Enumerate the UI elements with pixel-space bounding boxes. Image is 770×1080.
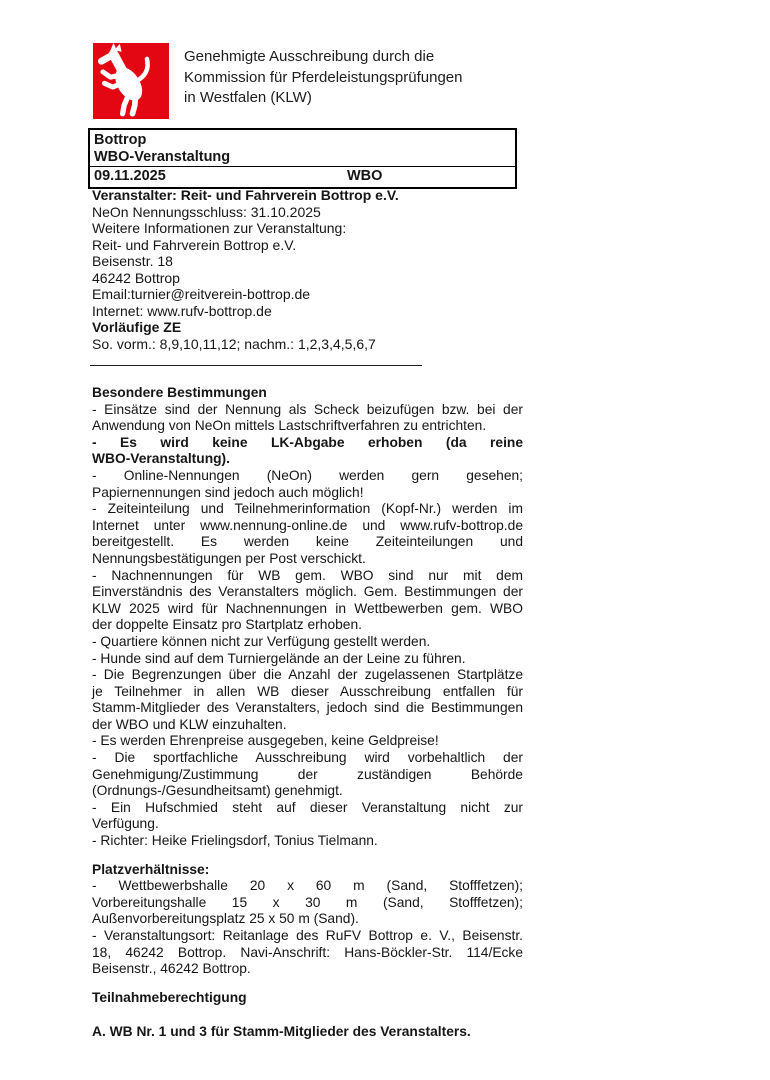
text-line: Vorbereitungshalle 15 x 30 m (Sand, Stofffetzen); [92,894,523,910]
organizer-city: 46242 Bottrop [92,269,180,286]
westfalen-horse-logo [93,43,169,119]
text-line: - Quartiere können nicht zur Verfügung gestellt werden. [92,633,431,649]
text-line: Einverständnis des Veranstalters möglich. Gem. Bestimmungen der [92,584,523,600]
text-line: - Online-Nennungen (NeOn) werden gern gesehen; [92,467,523,483]
text-line: Internet unter www.nennung-online.de und www.rufv-bottrop.de [92,517,523,533]
text-line: Stamm-Mitglieder des Veranstalters, jedoch sind die Bestimmungen [92,700,523,716]
entry-deadline: NeOn Nennungsschluss: 31.10.2025 [92,203,321,220]
bullet-paragraph [92,667,523,733]
text-line: Papiernennungen sind jedoch auch möglich! [92,484,364,500]
separator-line [90,365,422,366]
more-info-label: Weitere Informationen zur Veranstaltung: [92,220,347,236]
approval-line: in Westfalen (KLW) [184,89,312,106]
organizer-website: Internet: www.rufv-bottrop.de [92,302,272,319]
text-line: Anwendung von NeOn mittels Lastschriftverfahren zu entrichten. [92,418,487,434]
bullet-paragraph [92,568,523,634]
text-line: - Wettbewerbshalle 20 x 60 m (Sand, Stofffetzen); [92,878,523,894]
organizer-street: Beisenstr. 18 [92,253,173,269]
bullet-paragraph [92,750,523,800]
text-line: Beisenstr., 46242 Bottrop. [92,961,251,977]
text-line: - Es werden Ehrenpreise ausgegeben, keine Geldpreise! [92,733,439,749]
text-line: der doppelte Einsatz pro Startplatz erhoben. [92,617,362,633]
text-line: WBO-Veranstaltung). [92,451,230,467]
text-line: - Zeiteinteilung und Teilnehmerinformation (Kopf-Nr.) werden im [92,501,523,517]
ze-schedule: So. vorm.: 8,9,10,11,12; nachm.: 1,2,3,4,5,6,7 [92,335,376,352]
platz-heading: Platzverhältnisse: [92,861,210,877]
bullet-paragraph [92,435,523,468]
text-line: - Ein Hufschmied steht auf dieser Veranstaltung nicht zur [92,799,523,815]
text-line: - Hunde sind auf dem Turniergelände an der Leine zu führen. [92,650,466,666]
event-tag: WBO [347,168,383,184]
event-box-upper-row [90,130,515,167]
bullet-paragraph [92,878,523,928]
text-line: je Teilnehmer in allen WB dieser Ausschreibung entfallen für [92,683,523,699]
text-line: - Veranstaltungsort: Reitanlage des RuFV Bottrop e. V., Beisenstr. [92,928,523,943]
organizer-block [92,187,523,352]
approval-line: Kommission für Pferdeleistungsprüfungen [184,68,463,86]
bullet-paragraph [92,928,523,978]
text-line: Außenvorbereitungsplatz 25 x 50 m (Sand). [92,911,359,927]
bullet-paragraph [92,800,523,833]
text-line: - Richter: Heike Frielingsdorf, Tonius Tielmann. [92,833,378,849]
event-date: 09.11.2025 [94,168,166,184]
text-line: Nennungsbestätigungen per Post verschickt. [92,550,366,566]
text-line: der WBO und KLW einzuhalten. [92,716,287,732]
text-line: (Ordnungs-/Gesundheitsamt) genehmigt. [92,783,343,799]
text-line: 18, 46242 Bottrop. Navi-Anschrift: Hans-Böckler-Str. 114/Ecke [92,944,523,960]
event-info-box [88,128,517,189]
text-line: - Nachnennungen für WB gem. WBO sind nur mit dem [92,567,523,583]
approval-line: Genehmigte Ausschreibung durch die [184,48,435,65]
teilnahme-heading: Teilnahmeberechtigung [92,989,247,1005]
besondere-heading: Besondere Bestimmungen [92,385,267,400]
text-line: - Es wird keine LK-Abgabe erhoben (da reine [92,434,523,450]
document-body [92,385,523,1041]
text-line: KLW 2025 wird für Nachnennungen in Wettbewerben gem. WBO [92,600,523,616]
ze-heading: Vorläufige ZE [92,319,182,335]
event-type: WBO-Veranstaltung [94,149,231,165]
text-line: - Die Begrenzungen über die Anzahl der zugelassenen Startplätze [92,667,523,683]
bullet-paragraph [92,651,523,668]
text-line: Genehmigung/Zustimmung der zuständigen Behörde [92,766,523,782]
bullet-paragraph [92,634,523,651]
organizer-email: Email:turnier@reitverein-bottrop.de [92,286,311,302]
rearing-horse-icon [93,43,169,119]
approval-text [184,47,462,109]
bullet-paragraph [92,833,523,850]
bullet-paragraph [92,468,523,501]
text-line: Verfügung. [92,816,159,832]
bullet-paragraph [92,501,523,567]
organizer-title: Veranstalter: Reit- und Fahrverein Bottrop e.V. [92,187,399,203]
text-line: - Die sportfachliche Ausschreibung wird vorbehaltlich der [92,750,523,766]
text-line: bereitgestellt. Es werden keine Zeiteinteilungen und [92,534,523,550]
event-box-date-row [90,167,515,187]
bullet-paragraph [92,402,523,435]
event-location: Bottrop [94,132,147,148]
organizer-name: Reit- und Fahrverein Bottrop e.V. [92,236,297,253]
text-line: - Einsätze sind der Nennung als Scheck beizufügen bzw. bei der [92,401,523,417]
bullet-paragraph [92,733,523,750]
teilnahme-item-a: A. WB Nr. 1 und 3 für Stamm-Mitglieder des Veranstalters. [92,1024,471,1040]
